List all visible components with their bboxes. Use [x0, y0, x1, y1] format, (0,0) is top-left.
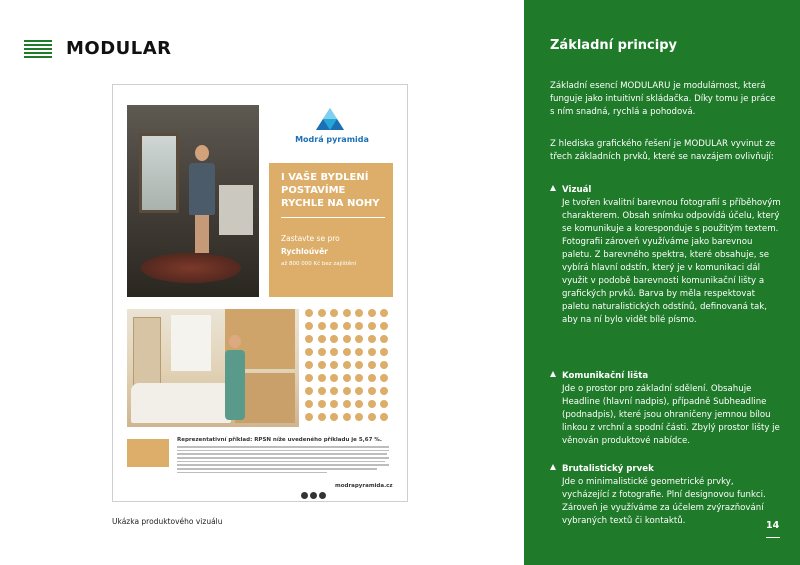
section-body: Je tvořen kvalitní barevnou fotografií s příběhovým charakterem. Obsah snímku odpovídá účelu, který se komunikuje a koresponduje s použitým textem. Fotografii zároveň využíváme jako barevnou paletu. Z barevného spektra, které obsahuje, se vybírá hlavní odstín, který je v komunikaci dál využit v podobě barevnosti komunikační lišty a grafických prvků. Barva by měla respektovat paletu naturalistických odstínů, definovaná tak, aby na ní bylo vidět bílé písmo.: [562, 198, 781, 325]
triangle-bullet-icon: [550, 371, 556, 377]
pattern-dot: [380, 361, 388, 369]
pattern-dot: [343, 413, 351, 421]
section-komunikacni-lista: [550, 370, 782, 448]
pyramid-logo: [271, 105, 393, 159]
pattern-dot: [330, 400, 338, 408]
pattern-dot: [330, 322, 338, 330]
pattern-dot: [355, 387, 363, 395]
pattern-dot: [355, 361, 363, 369]
pattern-dot: [343, 400, 351, 408]
poster-sub-line-2: Rychloúvěr: [281, 247, 328, 256]
pattern-dot: [343, 361, 351, 369]
brutalist-dot-pattern: [305, 309, 395, 427]
pattern-dot: [343, 374, 351, 382]
fine-print-text: [177, 446, 389, 476]
panel-title: Základní principy: [550, 38, 677, 53]
pattern-dot: [318, 335, 326, 343]
pattern-dot: [368, 335, 376, 343]
pattern-dot: [380, 322, 388, 330]
section-body: Jde o prostor pro základní sdělení. Obsahuje Headline (hlavní nadpis), případně Subheadline (podnadpis), které jsou ohraničeny jemnou bílou linkou z vrchní a spodní části. Zbylý prostor lišty je věnován produktové nabídce.: [562, 384, 780, 446]
pattern-dot: [318, 413, 326, 421]
pattern-dot: [343, 322, 351, 330]
pattern-dot: [305, 400, 313, 408]
pattern-dot: [318, 309, 326, 317]
pattern-dot: [368, 374, 376, 382]
pattern-dot: [330, 348, 338, 356]
pattern-dot: [343, 387, 351, 395]
pattern-dot: [380, 413, 388, 421]
pattern-dot: [330, 413, 338, 421]
pattern-dot: [305, 387, 313, 395]
pattern-dot: [380, 335, 388, 343]
pattern-dot: [318, 322, 326, 330]
pattern-dot: [305, 361, 313, 369]
brand-lines-icon: [24, 40, 52, 60]
triangle-bullet-icon: [550, 185, 556, 191]
page-number-rule: [766, 537, 780, 538]
pattern-dot: [355, 309, 363, 317]
page-number: 14: [766, 520, 780, 531]
image-caption: Ukázka produktového vizuálu: [112, 517, 223, 526]
pattern-dot: [380, 374, 388, 382]
brutalist-swatch: [127, 439, 169, 467]
section-body: Jde o minimalistické geometrické prvky, vycházející z fotografie. Plní designovou funkci. Zároveň je využíváme za účelem zvýrazňování vybraných textů či kontaktů.: [562, 477, 766, 526]
section-heading: Komunikační lišta: [562, 371, 649, 381]
pattern-dot: [343, 335, 351, 343]
pattern-dot: [368, 400, 376, 408]
pattern-dot: [305, 374, 313, 382]
pattern-dot: [330, 361, 338, 369]
logo-name: Modrá pyramida: [295, 135, 369, 144]
section-heading: Brutalistický prvek: [562, 464, 654, 474]
pattern-dot: [305, 413, 313, 421]
pattern-dot: [330, 387, 338, 395]
principles-panel: [524, 0, 800, 565]
social-icons: [301, 484, 328, 492]
pattern-dot: [305, 335, 313, 343]
pattern-dot: [368, 348, 376, 356]
pattern-dot: [355, 413, 363, 421]
pattern-dot: [368, 322, 376, 330]
intro-paragraph-1: Základní esencí MODULARU je modulárnost, která funguje jako intuitivní skládačka. Díky tomu je práce s ním snadná, rychlá a pohodová.: [550, 81, 776, 117]
poster-headline: I VAŠE BYDLENÍ POSTAVÍME RYCHLE NA NOHY: [281, 172, 380, 209]
pattern-dot: [355, 400, 363, 408]
poster-sub-line-1: Zastavte se pro: [281, 234, 340, 243]
pattern-dot: [330, 374, 338, 382]
brand-title: MODULAR: [66, 38, 172, 59]
pattern-dot: [318, 374, 326, 382]
pattern-dot: [380, 309, 388, 317]
pattern-dot: [305, 348, 313, 356]
website-link[interactable]: modrapyramida.cz: [335, 483, 393, 489]
pattern-dot: [343, 309, 351, 317]
section-brutalisticky-prvek: [550, 463, 782, 528]
pattern-dot: [330, 335, 338, 343]
poster-sub-line-3: až 800 000 Kč bez zajištění: [281, 261, 357, 267]
pattern-dot: [355, 322, 363, 330]
intro-paragraph-2: Z hlediska grafického řešení je MODULAR vyvinut ze třech základních prvků, které se navzájem ovlivňují:: [550, 139, 776, 162]
pattern-dot: [355, 348, 363, 356]
pattern-dot: [368, 387, 376, 395]
poster-photo-kitchen: [127, 309, 299, 427]
facebook-icon: [301, 492, 308, 499]
pattern-dot: [368, 413, 376, 421]
headline-rule: [281, 217, 385, 218]
pattern-dot: [305, 309, 313, 317]
pattern-dot: [368, 309, 376, 317]
pattern-dot: [318, 348, 326, 356]
pattern-dot: [355, 374, 363, 382]
triangle-bullet-icon: [550, 464, 556, 470]
pattern-dot: [380, 387, 388, 395]
pattern-dot: [330, 309, 338, 317]
pattern-dot: [318, 400, 326, 408]
pattern-dot: [380, 348, 388, 356]
pattern-dot: [355, 335, 363, 343]
pattern-dot: [318, 361, 326, 369]
product-poster: [112, 84, 408, 502]
instagram-icon: [310, 492, 317, 499]
pattern-dot: [380, 400, 388, 408]
youtube-icon: [319, 492, 326, 499]
poster-photo-interior: [127, 105, 259, 297]
pyramid-icon: [315, 107, 345, 131]
section-vizual: [550, 184, 782, 327]
section-heading: Vizuál: [562, 185, 592, 195]
pattern-dot: [305, 322, 313, 330]
pattern-dot: [343, 348, 351, 356]
pattern-dot: [318, 387, 326, 395]
pattern-dot: [368, 361, 376, 369]
communication-bar: [269, 163, 393, 297]
fine-print-title: Reprezentativní příklad: RPSN níže uvedeného příkladu je 5,67 %.: [177, 437, 382, 443]
